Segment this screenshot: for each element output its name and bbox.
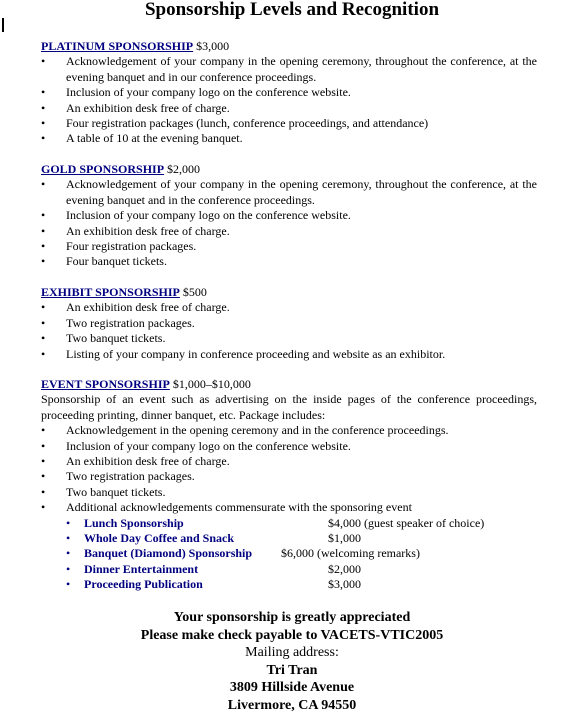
list-item: • Inclusion of your company logo on the conference website. (41, 208, 537, 223)
list-item: • An exhibition desk free of charge. (41, 454, 537, 469)
event-option-price: $3,000 (328, 577, 361, 592)
thanks-text: Your sponsorship is greatly appreciated (173, 610, 411, 625)
platinum-amount: $3,000 (196, 39, 230, 53)
list-item: • Four registration packages. (41, 239, 537, 254)
list-item: • An exhibition desk free of charge. (41, 224, 537, 239)
event-option-price: $6,000 (welcoming remarks) (281, 546, 420, 561)
bullet-icon: • (66, 531, 71, 546)
payable-text: Please make check payable to VACETS-VTIC2005 (140, 627, 444, 643)
bullet-icon: • (66, 561, 71, 576)
list-item: • Four banquet tickets. (41, 254, 537, 269)
list-item: • Additional acknowledgements commensurate with the sponsoring event (41, 500, 537, 515)
event-options-list (66, 516, 537, 593)
bullet-icon: • (66, 577, 71, 592)
event-section (41, 377, 537, 593)
list-item: • Acknowledgement in the opening ceremony and in the conference proceedings. (41, 423, 537, 438)
exhibit-benefits-list (41, 300, 537, 362)
event-option-row (66, 531, 537, 546)
event-sponsorship-link[interactable]: EVENT SPONSORSHIP (41, 377, 170, 391)
list-item: • Two banquet tickets. (41, 485, 537, 500)
street-address: 3809 Hillside Avenue (229, 680, 355, 695)
gold-benefits-list (41, 177, 537, 269)
exhibit-sponsorship-link[interactable]: EXHIBIT SPONSORSHIP (41, 285, 180, 299)
list-item: • Inclusion of your company logo on the conference website. (41, 439, 537, 454)
footer-block (0, 609, 584, 714)
platinum-benefits-list (41, 54, 537, 146)
event-option-name: Proceeding Publication (84, 577, 203, 592)
event-option-price: $2,000 (328, 561, 361, 576)
event-option-name: Whole Day Coffee and Snack (84, 531, 235, 546)
list-item: • Acknowledgement of your company in the opening ceremony, throughout the conference, at the evening banquet and in the conference proceedings. (41, 177, 537, 208)
gold-section (41, 162, 537, 270)
event-option-row (66, 562, 537, 577)
event-option-name: Banquet (Diamond) Sponsorship (84, 546, 253, 561)
list-item: • Two registration packages. (41, 316, 537, 331)
event-benefits-list (41, 423, 537, 515)
bullet-icon: • (66, 515, 71, 530)
platinum-section (41, 39, 537, 147)
list-item: • An exhibition desk free of charge. (41, 300, 537, 315)
event-option-row (66, 577, 537, 592)
list-item: • Four registration packages (lunch, conference proceedings, and attendance) (41, 116, 537, 131)
contact-name: Tri Tran (266, 662, 318, 678)
gold-heading (41, 162, 537, 177)
list-item: • A table of 10 at the evening banquet. (41, 131, 537, 146)
event-option-name: Lunch Sponsorship (84, 515, 184, 530)
platinum-heading (41, 39, 537, 54)
list-item: • Acknowledgement of your company in the opening ceremony, throughout the conference, at the evening banquet and in our conference proceedings. (41, 54, 537, 85)
bullet-icon: • (66, 546, 71, 561)
list-item: • An exhibition desk free of charge. (41, 101, 537, 116)
mailing-label: Mailing address: (245, 645, 339, 660)
list-item: • Listing of your company in conference proceeding and website as an exhibitor. (41, 347, 537, 362)
list-item: • Two banquet tickets. (41, 331, 537, 346)
event-option-row (66, 546, 537, 561)
list-item: • Inclusion of your company logo on the conference website. (41, 85, 537, 100)
exhibit-section (41, 285, 537, 362)
gold-sponsorship-link[interactable]: GOLD SPONSORSHIP (41, 162, 165, 176)
list-item: • Two registration packages. (41, 469, 537, 484)
city-address: Livermore, CA 94550 (227, 697, 357, 713)
event-option-name: Dinner Entertainment (84, 561, 199, 576)
event-option-row (66, 516, 537, 531)
exhibit-amount: $500 (182, 285, 207, 299)
platinum-sponsorship-link[interactable]: PLATINUM SPONSORSHIP (41, 39, 194, 53)
exhibit-heading (41, 285, 537, 300)
event-amount: $1,000–$10,000 (172, 377, 251, 391)
event-option-price: $1,000 (328, 531, 361, 546)
gold-amount: $2,000 (167, 162, 201, 176)
event-heading (41, 377, 537, 392)
event-option-price: $4,000 (guest speaker of choice) (328, 515, 485, 530)
event-description: Sponsorship of an event such as advertising on the inside pages of the conference proceedings, proceeding printing, dinner banquet, etc. Package includes: (41, 392, 537, 422)
page-title: Sponsorship Levels and Recognition (144, 0, 440, 20)
